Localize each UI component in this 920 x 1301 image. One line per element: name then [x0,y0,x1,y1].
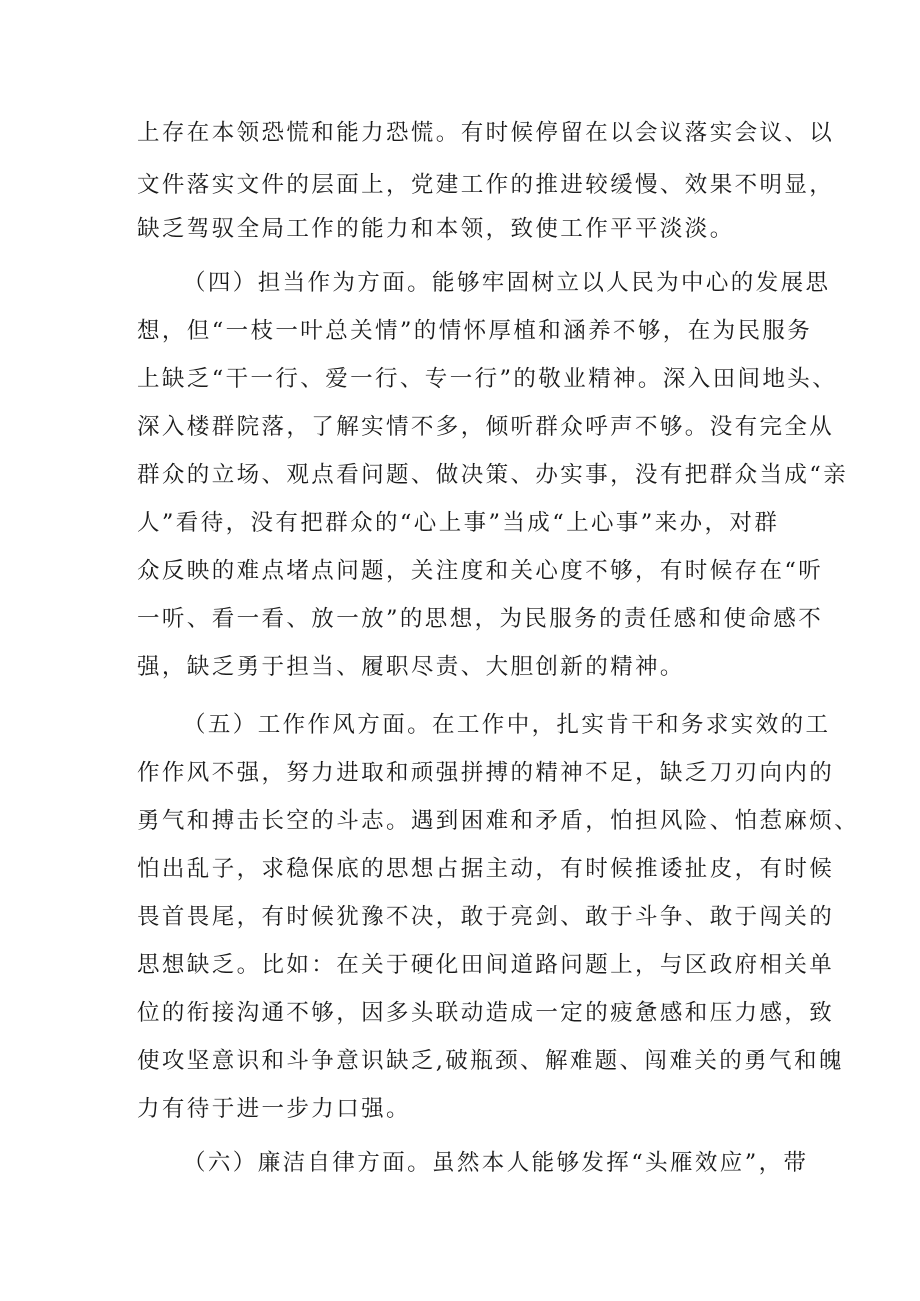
paragraph-heading-6: （六）廉洁自律方面。虽然本人能够发挥“头雁效应”，带 [183,1150,809,1176]
text-line: 一听、看一看、放一放”的思想，为民服务的责任感和使命感不 [137,606,824,632]
text-line: 怕出乱子，求稳保底的思想占据主动，有时候推诿扯皮，有时候 [137,856,835,882]
text-line: 使攻坚意识和斗争意识缺乏,破瓶颈、解难题、闯难关的勇气和魄 [137,1048,844,1074]
text-line: 群众的立场、观点看问题、做决策、办实事，没有把群众当成“亲 [137,462,849,488]
paragraph-heading-5: （五）工作作风方面。在工作中，扎实肯干和务求实效的工 [183,712,831,738]
text-line: 人”看待，没有把群众的“心上事”当成“上心事”来办，对群 [137,510,780,536]
text-line: 缺乏驾驭全局工作的能力和本领，致使工作平平淡淡。 [137,216,735,242]
text-line: 上存在本领恐慌和能力恐慌。有时候停留在以会议落实会议、以 [137,120,835,146]
text-line: 深入楼群院落，了解实情不多，倾听群众呼声不够。没有完全从 [137,414,835,440]
text-line: 上缺乏“干一行、爱一行、专一行”的敬业精神。深入田间地头、 [137,366,838,392]
text-line: 作作风不强，努力进取和顽强拼搏的精神不足，缺乏刀刃向内的 [137,760,835,786]
text-line: 强，缺乏勇于担当、履职尽责、大胆创新的精神。 [137,654,685,680]
text-line: 位的衔接沟通不够，因多头联动造成一定的疲惫感和压力感，致 [137,1000,835,1026]
text-line: 畏首畏尾，有时候犹豫不决，敢于亮剑、敢于斗争、敢于闯关的 [137,904,835,930]
text-line: 众反映的难点堵点问题，关注度和关心度不够，有时候存在“听 [137,558,824,584]
text-line: 力有待于进一步力口强。 [137,1096,411,1122]
text-line: 文件落实文件的层面上，党建工作的推进较缓慢、效果不明显， [137,172,835,198]
text-line: 勇气和搏击长空的斗志。遇到困难和矛盾，怕担风险、怕惹麻烦、 [137,808,860,834]
paragraph-heading-4: （四）担当作为方面。能够牢固树立以人民为中心的发展思 [183,270,831,296]
text-line: 思想缺乏。比如：在关于硬化田间道路问题上，与区政府相关单 [137,952,835,978]
text-line: 想，但“一枝一叶总关情”的情怀厚植和涵养不够，在为民服务 [137,318,813,344]
